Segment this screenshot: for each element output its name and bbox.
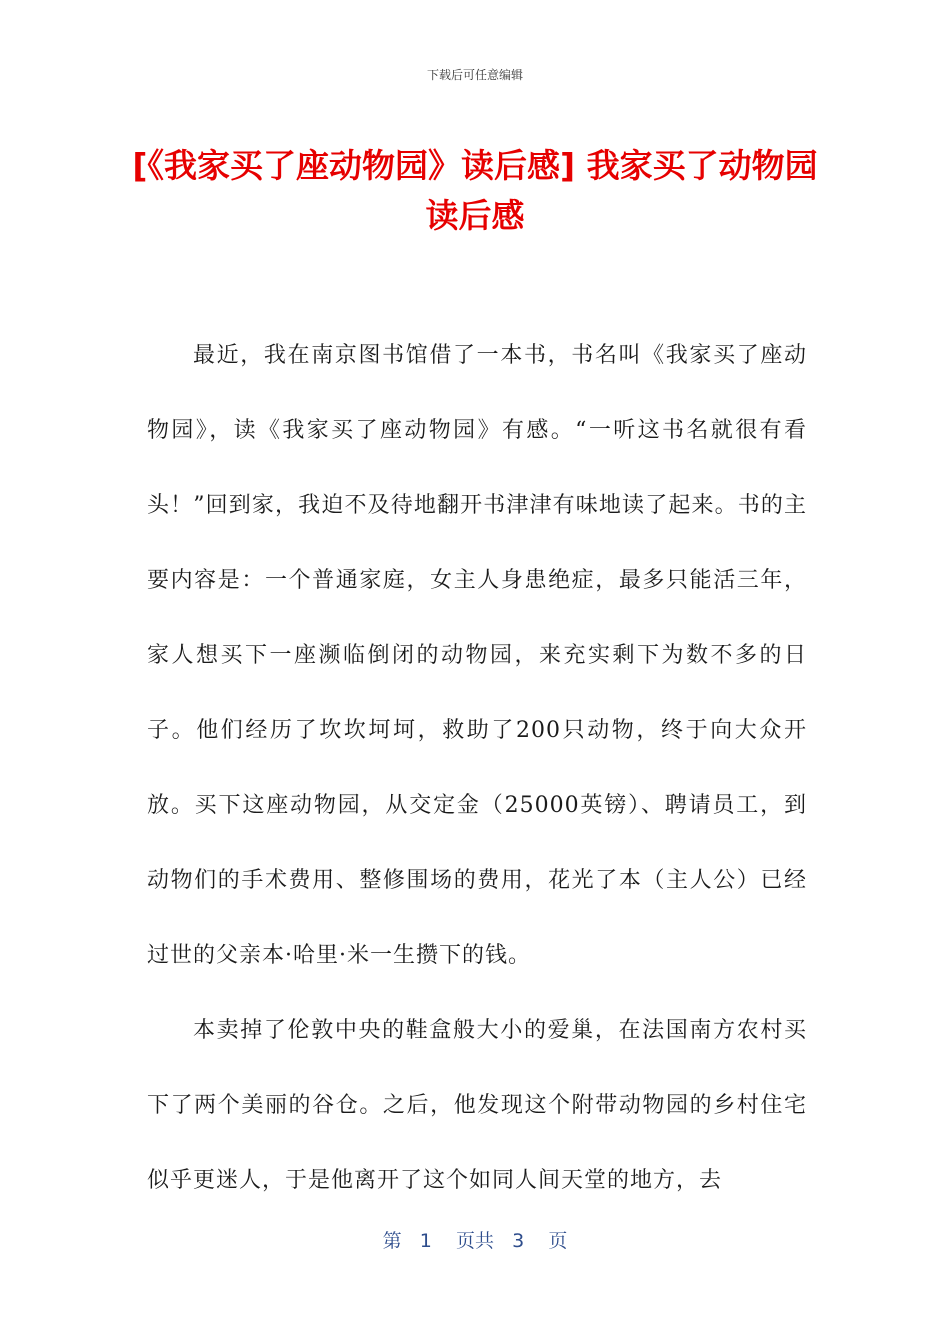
footer-prefix: 第: [382, 1230, 402, 1252]
footer-current-page: 1: [419, 1230, 432, 1252]
paragraph-1: 最近，我在南京图书馆借了一本书，书名叫《我家买了座动物园》，读《我家买了座动物园》有感。“一听这书名就很有看头！”回到家，我迫不及待地翻开书津津有味地读了起来。书的主要内容是：一个普通家庭，女主人身患绝症，最多只能活三年，家人想买下一座濒临倒闭的动物园，来充实剩下为数不多的日子。他们经历了坎坎坷坷，救助了200只动物，终于向大众开放。买下这座动物园，从交定金（25000英镑）、聘请员工，到动物们的手术费用、整修围场的费用，花光了本（主人公）已经过世的父亲本·哈里·米一生攒下的钱。: [147, 343, 807, 968]
footer-middle: 页共: [455, 1230, 494, 1252]
paragraph-2: 本卖掉了伦敦中央的鞋盒般大小的爱巢，在法国南方农村买下了两个美丽的谷仓。之后，他发现这个附带动物园的乡村住宅似乎更迷人，于是他离开了这个如同人间天堂的地方，去: [147, 1018, 807, 1193]
document-title: [《我家买了座动物园》读后感] 我家买了动物园读后感: [132, 146, 818, 235]
footer-suffix: 页: [548, 1230, 568, 1252]
footer-total-pages: 3: [512, 1230, 525, 1252]
page-footer: [0, 1226, 950, 1253]
document-body: [147, 318, 807, 1218]
header-note: 下载后可任意编辑: [426, 68, 523, 82]
